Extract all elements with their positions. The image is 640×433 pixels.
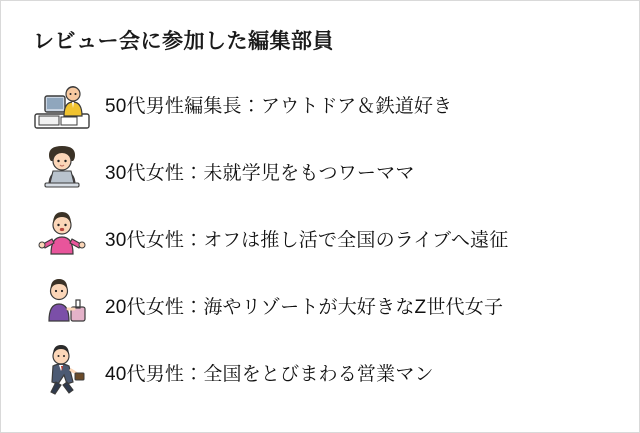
editor-at-desk-icon bbox=[31, 74, 93, 136]
woman-with-suitcase-icon bbox=[31, 275, 93, 337]
participant-list bbox=[31, 71, 611, 406]
participant-description: 40代男性：全国をとびまわる営業マン bbox=[105, 364, 434, 385]
list-item bbox=[31, 339, 611, 406]
participant-description: 20代女性：海やリゾートが大好きなZ世代女子 bbox=[105, 297, 504, 318]
list-item bbox=[31, 205, 611, 272]
participant-description: 30代女性：オフは推し活で全国のライブへ遠征 bbox=[105, 230, 509, 251]
woman-with-laptop-icon bbox=[31, 141, 93, 203]
list-item bbox=[31, 71, 611, 138]
list-item bbox=[31, 272, 611, 339]
list-item bbox=[31, 138, 611, 205]
participant-description: 50代男性編集長：アウトドア＆鉄道好き bbox=[105, 96, 453, 117]
running-businessman-icon bbox=[31, 342, 93, 404]
page-title: レビュー会に参加した編集部員 bbox=[33, 30, 334, 53]
woman-cheering-icon bbox=[31, 208, 93, 270]
participant-description: 30代女性：未就学児をもつワーママ bbox=[105, 163, 415, 184]
